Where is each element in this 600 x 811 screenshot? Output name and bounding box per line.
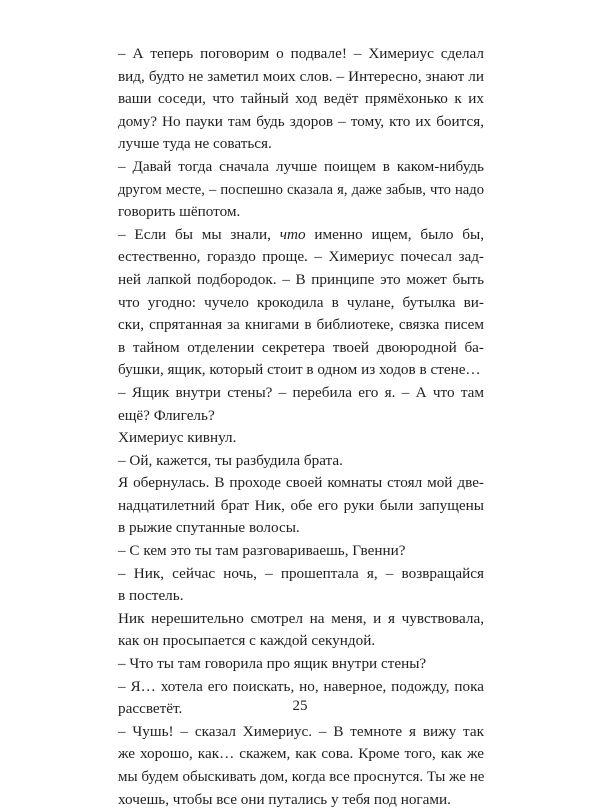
text-line: Химериус кивнул. xyxy=(118,429,237,447)
paragraph xyxy=(118,540,484,563)
text-line: – Ящик внутри стены? – перебила его я. – А что там xyxy=(118,383,484,401)
text-line: естественно, гораздо проще. – Химериус почесал зад- xyxy=(118,248,484,266)
text-line: – Ник, сейчас ночь, – прошептала я, – возвращайся xyxy=(118,564,484,582)
text-line: надцатилетний брат Ник, обе его руки были запущены xyxy=(118,496,484,514)
text-line: ней лапкой подбородок. – В принципе это может быть xyxy=(118,270,484,288)
paragraph xyxy=(118,43,484,156)
text-line: Я обернулась. В проходе своей комнаты стоял мой две- xyxy=(118,474,484,492)
text-line: – Давай тогда сначала лучше поищем в каком-нибудь xyxy=(118,157,484,175)
text-line: же хорошо, как… скажем, как сова. Кроме того, как же xyxy=(118,745,484,763)
text-line: – Я… хотела его поискать, но, наверное, подожду, пока xyxy=(118,677,484,695)
text-line: в постель. xyxy=(118,587,184,605)
text-line: – А теперь поговорим о подвале! – Химериус сделал xyxy=(118,45,484,62)
paragraph xyxy=(118,156,484,224)
text-line: в тайном отделении секретера твоей двоюродной ба- xyxy=(118,338,484,356)
text-line: – Чушь! – сказал Химериус. – В темноте я вижу так xyxy=(118,722,484,740)
text-line: лучше туда не соваться. xyxy=(118,135,272,153)
text-line: хочешь, чтобы все они путались у тебя под ногами. xyxy=(118,790,451,808)
text-line: – Если бы мы знали, что именно ищем, было бы, xyxy=(118,225,484,243)
text-line: другом месте, – поспешно сказала я, даже забыв, что надо xyxy=(118,181,484,198)
paragraph xyxy=(118,653,484,676)
paragraph xyxy=(118,382,484,427)
text-line: что угодно: чучело крокодила в чулане, бутылка ви- xyxy=(118,293,484,311)
text-line: вид, будто не заметил моих слов. – Интересно, знают ли xyxy=(118,67,484,85)
text-line: ски, спрятанная за книгами в библиотеке, связка писем xyxy=(118,316,484,334)
text-line: ещё? Флигель? xyxy=(118,406,215,424)
text-line: говорить шёпотом. xyxy=(118,203,241,221)
paragraph xyxy=(118,427,484,450)
text-line: мы будем обыскивать дом, когда все проснутся. Ты же не xyxy=(118,769,485,785)
text-line: ваши соседи, что тайный ход ведёт прямёхонько к их xyxy=(118,90,484,108)
text-line: – Ой, кажется, ты разбудила брата. xyxy=(118,451,343,469)
text-line: дому? Но пауки там будь здоров – тому, кто их боится, xyxy=(118,112,484,130)
paragraph xyxy=(118,450,484,473)
body-text xyxy=(118,43,484,811)
emphasis: что xyxy=(279,225,306,243)
text-line: рассветёт. xyxy=(118,700,183,718)
paragraph xyxy=(118,721,484,811)
paragraph xyxy=(118,563,484,608)
text-line: в рыжие спутанные волосы. xyxy=(118,519,300,537)
text-line: – С кем это ты там разговариваешь, Гвенни? xyxy=(118,542,406,560)
text-line: бушки, ящик, который стоит в одном из ходов в стене… xyxy=(118,361,481,379)
text-line: – Что ты там говорила про ящик внутри стены? xyxy=(118,655,427,673)
paragraph xyxy=(118,472,484,540)
text-line: Ник нерешительно смотрел на меня, и я чувствовала, xyxy=(118,609,484,627)
page-number: 25 xyxy=(292,698,308,714)
paragraph xyxy=(118,608,484,653)
text-line: как он просыпается с каждой секундой. xyxy=(118,632,376,650)
paragraph xyxy=(118,224,484,382)
